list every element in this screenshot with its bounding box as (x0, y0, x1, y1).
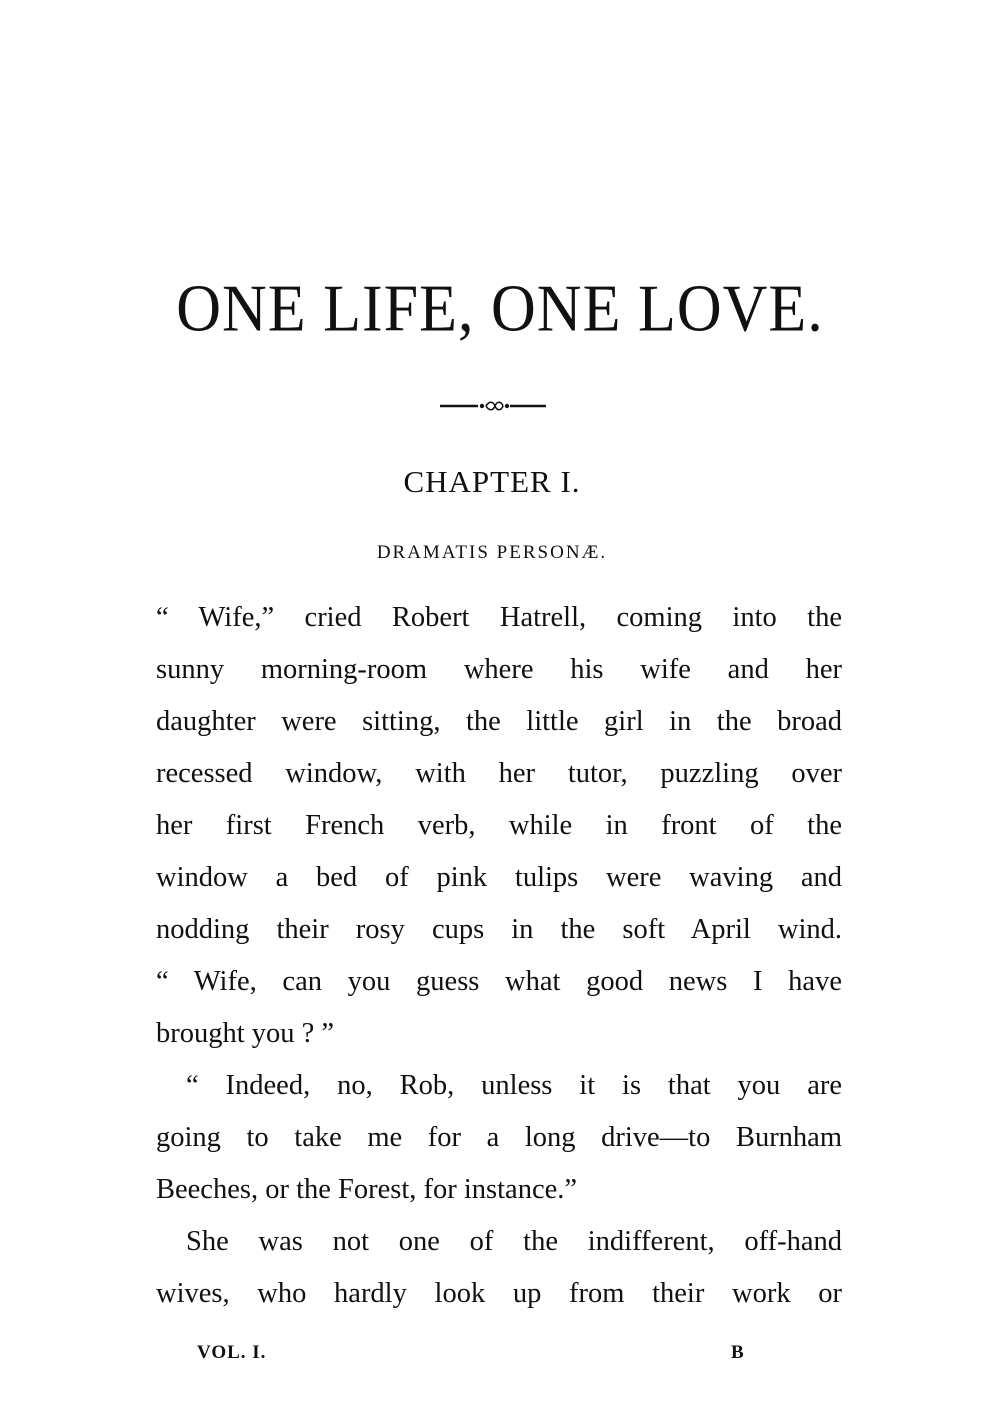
text-line: “ Wife,” cried Robert Hatrell, coming into the (156, 602, 842, 633)
ornament-divider-icon (440, 396, 546, 416)
text-line: her first French verb, while in front of the (156, 810, 842, 841)
signature-mark: B (731, 1342, 745, 1363)
text-line: going to take me for a long drive—to Burnham (156, 1122, 842, 1153)
paragraph-3 (156, 1216, 842, 1320)
text-line: Beeches, or the Forest, for instance.” (156, 1174, 578, 1205)
page-footer (0, 1342, 1000, 1372)
text-line: nodding their rosy cups in the soft April wind. (156, 914, 842, 945)
text-line: brought you ? ” (156, 1018, 335, 1049)
text-line: “ Wife, can you guess what good news I have (156, 966, 842, 997)
text-line: “ Indeed, no, Rob, unless it is that you are (186, 1070, 842, 1101)
text-line: She was not one of the indifferent, off-hand (186, 1226, 842, 1257)
text-line: sunny morning-room where his wife and her (156, 654, 842, 685)
text-line: recessed window, with her tutor, puzzling over (156, 758, 842, 789)
book-title: ONE LIFE, ONE LOVE. (176, 272, 824, 346)
volume-label: VOL. I. (197, 1342, 267, 1363)
text-line: window a bed of pink tulips were waving and (156, 862, 842, 893)
chapter-heading: CHAPTER I. (403, 464, 581, 499)
chapter-subtitle: DRAMATIS PERSONÆ. (376, 542, 608, 563)
text-line: wives, who hardly look up from their work or (156, 1278, 842, 1309)
paragraph-2 (156, 1060, 842, 1216)
text-line: daughter were sitting, the little girl in the broad (156, 706, 842, 737)
paragraph-1 (156, 592, 842, 1060)
body-text (156, 592, 842, 1320)
